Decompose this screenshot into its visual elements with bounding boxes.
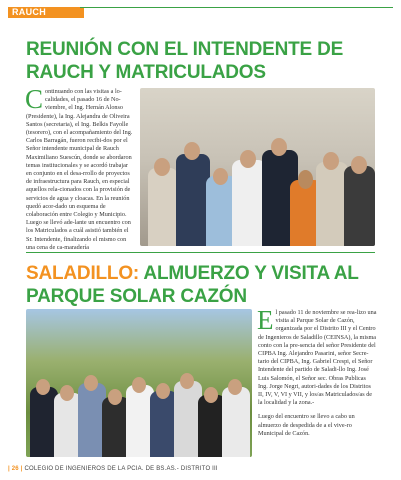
photo-person-head bbox=[271, 138, 287, 156]
footer-text: COLEGIO DE INGENIEROS DE LA PCIA. DE BS.AS.- DISTRITO III bbox=[22, 466, 218, 472]
photo-person-head bbox=[154, 158, 170, 176]
photo-person-head bbox=[184, 142, 200, 160]
photo-person bbox=[222, 387, 250, 457]
photo-person-head bbox=[240, 150, 256, 168]
article1-title bbox=[26, 38, 386, 84]
photo-person-head bbox=[132, 377, 146, 393]
article2-para1-text: l pasado 11 de noviembre se rea-lizo una visita al Parque Solar de Cazón, organizada por el Distrito III y el Centro de Ingenieros de Saladillo (CEINSA), la misma conto con la pre-sencia del señor Presidente del CIPBA Ing. Alejandro Pasarini, señor Secre-tario del CIPBA, Ing. Gabriel Crespi, el Señor Intendente del partido de Saladi-llo Ing. José Luis Salomón, el Señor sec. Obras Publicas Ing. Jorge Negri, autori-dades de los Distritos II, IV, V, VI y VII, y los/as Matriculados/as de la localidad y la zona.- bbox=[258, 309, 377, 407]
article2-body bbox=[257, 305, 377, 444]
article2-paragraph-1 bbox=[257, 305, 377, 407]
photo-person-head bbox=[351, 156, 367, 174]
article1-title-line1: REUNIÓN CON EL INTENDENTE DE bbox=[26, 39, 344, 60]
article2-title-lead: SALADILLO: bbox=[26, 263, 140, 284]
photo-person bbox=[232, 160, 266, 246]
article1-body bbox=[25, 84, 133, 252]
photo-person-head bbox=[180, 373, 194, 389]
article2-title-line1 bbox=[26, 262, 386, 285]
photo-person-head bbox=[213, 168, 228, 185]
page-footer bbox=[8, 466, 218, 472]
article2-drop-cap: E bbox=[257, 305, 274, 335]
photo-person-head bbox=[204, 387, 218, 403]
article2-title bbox=[26, 262, 386, 308]
section-tag: RAUCH bbox=[8, 7, 84, 18]
photo-person-head bbox=[60, 385, 74, 401]
photo-person-head bbox=[36, 379, 50, 395]
page-number: | 26 | bbox=[8, 466, 23, 472]
photo-person bbox=[148, 168, 178, 246]
article2-title-rest: ALMUERZO Y VISITA AL bbox=[139, 263, 359, 284]
article2-title-line2: PARQUE SOLAR CAZÓN bbox=[26, 286, 247, 307]
photo-person-head bbox=[298, 170, 313, 189]
article2-group-photo bbox=[26, 309, 252, 457]
article2-paragraph-2: Luego del encuentro se llevo a cabo un almuerzo de despedida de a el vive-ro Municipal de Cazón. bbox=[258, 413, 355, 437]
header-rule bbox=[80, 7, 393, 8]
photo-person bbox=[344, 166, 375, 246]
article1-group-photo bbox=[140, 88, 375, 246]
photo-person bbox=[176, 154, 210, 246]
photo-person-head bbox=[156, 383, 170, 399]
photo-person-head bbox=[228, 379, 242, 395]
photo-person-head bbox=[108, 389, 122, 405]
photo-person-head bbox=[84, 375, 98, 391]
article1-drop-cap: C bbox=[25, 84, 44, 114]
photo-person-head bbox=[323, 152, 339, 170]
article1-body-text: ontinuando con las visitas a lo-calidades, el pasado 16 de No-viembre, el Ing. Hernán Alonso (Presidente), la Ing. Alejandra de Oliveira Santos (secretaria), el Ing. Belkis Fayolle (tesorero), con el acompañamiento del Ing. Carlos Barragán, fueron recibi-dos por el Señor intendente municipal de Rauch Maximiliano Suescún, donde se abordaron temas institucionales y se acordó trabajar en conjunto en el desa-rrollo de proyectos de infraestructura para Rauch, en especial aquellos rela-cionados con la provisión de servicios de agua y cloacas. En la reunión quedó acor-dado un esquema de colaboración entre Colegio y Municipio. Luego se llevó ade-lante un encuentro con los Matriculados a cuál asistió también el Sr. Intendente, finalizando el mismo con una cena de ca-maradería bbox=[26, 88, 133, 251]
article1-title-line2: RAUCH Y MATRICULADOS bbox=[26, 62, 266, 83]
section-divider bbox=[26, 252, 375, 253]
